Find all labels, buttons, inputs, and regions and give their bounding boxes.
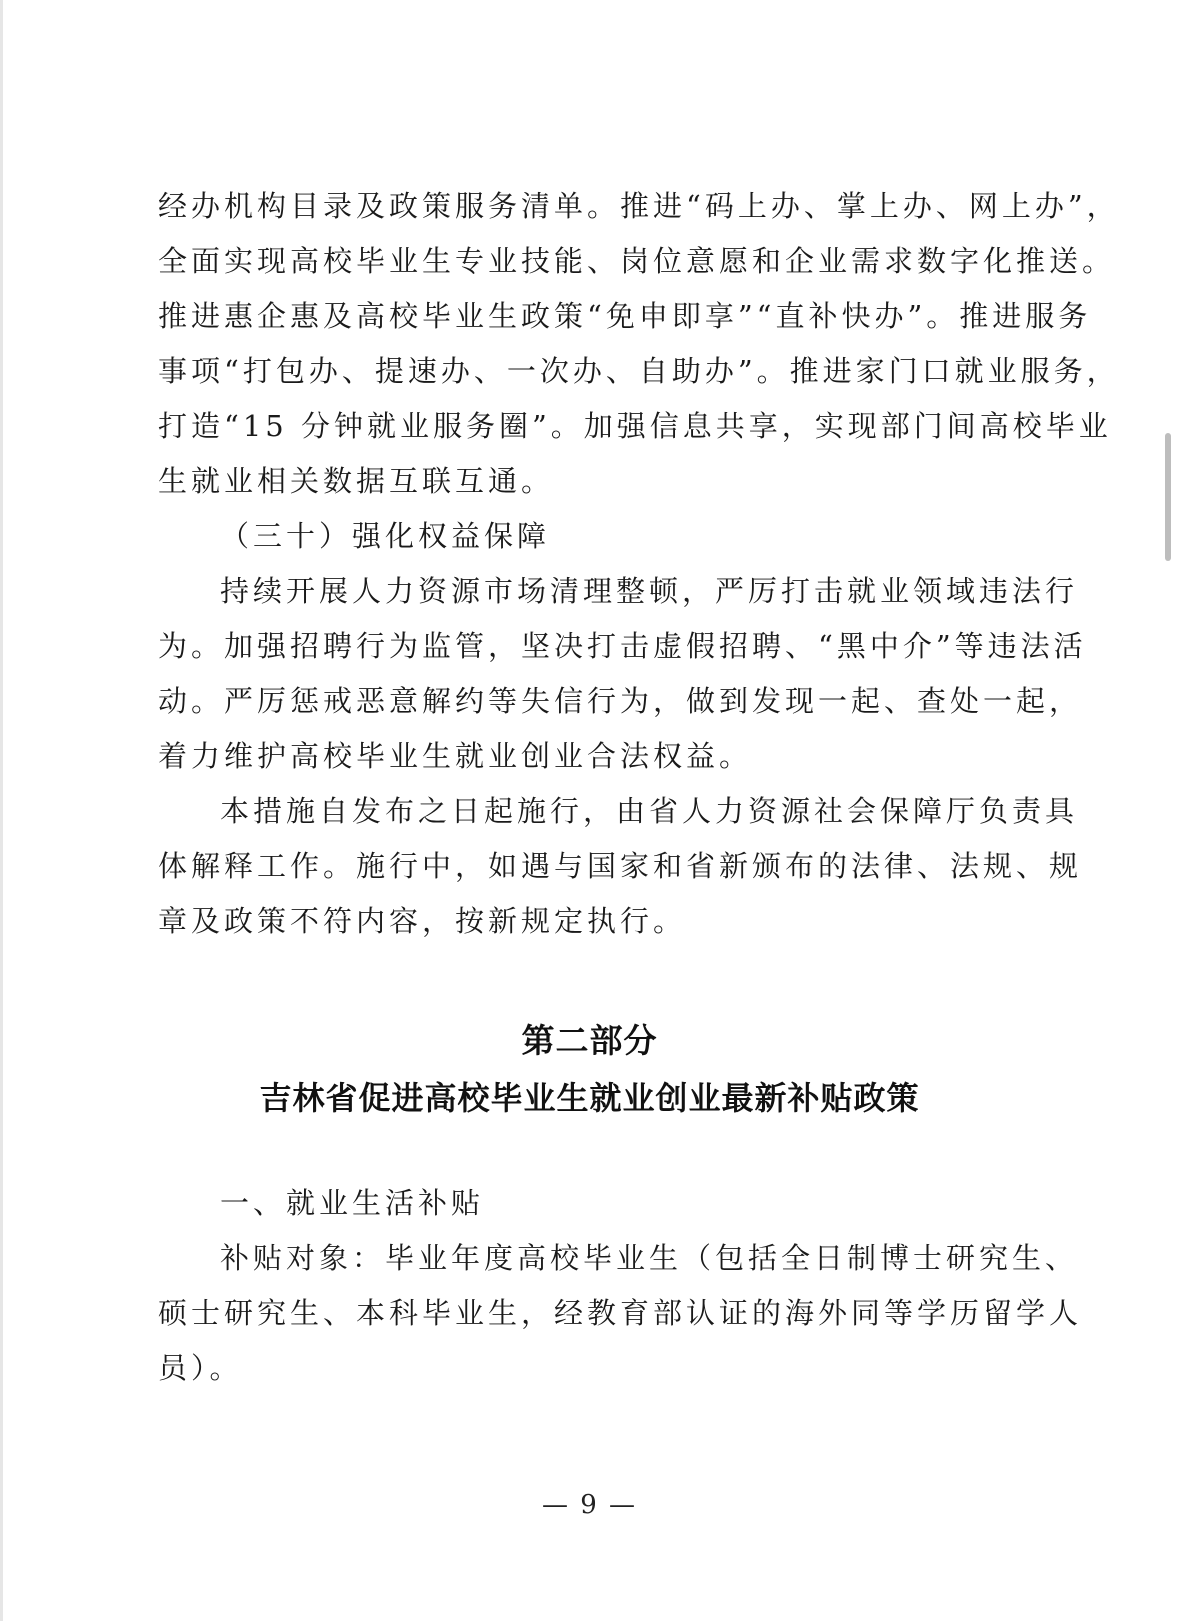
- page-number: — 9 —: [541, 1490, 638, 1520]
- part-title: 第二部分: [521, 1021, 658, 1060]
- policy-title: 吉林省促进高校毕业生就业创业最新补贴政策: [259, 1079, 920, 1117]
- text-line: 章及政策不符内容，按新规定执行。: [158, 904, 687, 938]
- text-line: 持续开展人力资源市场清理整顿，严厉打击就业领域违法行: [220, 574, 1079, 608]
- scrollbar-thumb[interactable]: [1165, 433, 1171, 561]
- subsection-heading: 一、就业生活补贴: [220, 1186, 485, 1220]
- text-line: 生就业相关数据互联互通。: [158, 464, 555, 498]
- text-line: 事项“打包办、提速办、一次办、自助办”。推进家门口就业服务，: [158, 354, 1120, 388]
- text-line: 动。严厉惩戒恶意解约等失信行为，做到发现一起、查处一起，: [158, 684, 1083, 718]
- text-line: 员）。: [158, 1351, 243, 1385]
- text-line: 打造“15 分钟就业服务圈”。加强信息共享，实现部门间高校毕业: [158, 409, 1112, 443]
- text-line: 补贴对象：毕业年度高校毕业生（包括全日制博士研究生、: [220, 1241, 1079, 1275]
- page-edge: [0, 0, 3, 1621]
- body-text-bottom: [158, 1176, 1083, 1396]
- text-line: 经办机构目录及政策服务清单。推进“码上办、掌上办、网上办”，: [158, 189, 1120, 223]
- text-line: 本措施自发布之日起施行，由省人力资源社会保障厅负责具: [220, 794, 1079, 828]
- text-line: 为。加强招聘行为监管，坚决打击虚假招聘、“黑中介”等违法活: [158, 629, 1087, 663]
- text-line: 全面实现高校毕业生专业技能、岗位意愿和企业需求数字化推送。: [158, 244, 1116, 278]
- text-line: 硕士研究生、本科毕业生，经教育部认证的海外同等学历留学人: [158, 1296, 1083, 1330]
- body-text-top: [158, 179, 1120, 949]
- text-line: 体解释工作。施行中，如遇与国家和省新颁布的法律、法规、规: [158, 849, 1083, 883]
- text-line: 着力维护高校毕业生就业创业合法权益。: [158, 739, 753, 773]
- text-line: 推进惠企惠及高校毕业生政策“免申即享”“直补快办”。推进服务: [158, 299, 1092, 333]
- subsection-heading: （三十）强化权益保障: [220, 519, 551, 553]
